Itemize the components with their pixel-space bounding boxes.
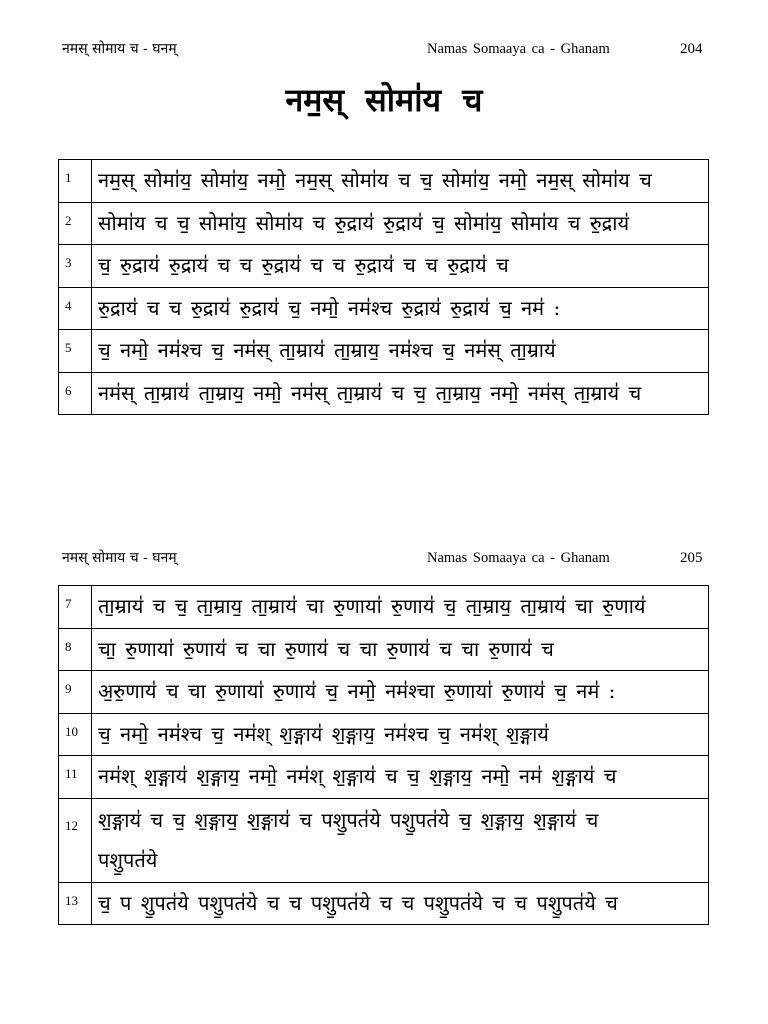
page-number: 205 [680,550,703,566]
row-text: च॒ नमो॒ नम॑श्च च॒ नम॑श् श॒ङ्गाय॑ श॒ङ्गाय॒ नम॑श्च च॒ नम॑श् श॒ङ्गाय॑ [98,721,549,746]
table-row [59,373,708,415]
row-number: 1 [59,160,92,202]
table-row [59,288,708,331]
row-number: 8 [59,629,92,671]
table-row [59,330,708,373]
table-row [59,799,708,883]
row-number: 9 [59,671,92,713]
row-text-line: श॒ङ्गाय॑ च च॒ श॒ङ्गाय॒ श॒ङ्गाय॑ च पशु॒पत॑ये पशु॒पत॑ये च॒ श॒ङ्गाय॒ श॒ङ्गाय॑ च [98,807,599,832]
row-text-line: पशु॒पत॑ये [98,847,158,872]
header-transliterated-title: Namas Somaaya ca - Ghanam [427,550,610,566]
table-row [59,756,708,799]
section-title: नम॒स् सोमा॑य च [285,81,483,119]
header-transliterated-title: Namas Somaaya ca - Ghanam [427,41,610,57]
row-number: 12 [59,799,92,882]
page-header-205 [0,549,768,567]
page-number: 204 [680,41,703,57]
row-text [92,799,708,882]
row-text: ता॒म्राय॑ च च॒ ता॒म्राय॒ ता॒म्राय॑ चा रु॒णाया॑ रु॒णाय॑ च॒ ता॒म्राय॒ ता॒म्राय॑ चा रु॒णाय॑ [98,594,646,618]
row-text: च॒ प शु॒पत॑ये पशु॒पत॑ये च च पशु॒पत॑ये च च पशु॒पत॑ये च च पशु॒पत॑ये च [98,890,618,915]
ghanam-table [58,585,709,925]
table-row [59,629,708,672]
table-row [59,203,708,246]
row-number: 13 [59,883,92,925]
header-devanagari-title: नमस् सोमाय च - घनम् [62,550,177,566]
row-number: 7 [59,586,92,628]
row-text: नम॑स् ता॒म्राय॑ ता॒म्राय॒ नमो॒ नम॑स् ता॒म्राय॑ च च॒ ता॒म्राय॒ नमो॒ नम॑स् ता॒म्राय॑ च [98,380,642,405]
ghanam-table [58,159,709,415]
row-number: 10 [59,714,92,756]
row-text: नम॒स् सोमा॑य॒ सोमा॑य॒ नमो॒ नम॒स् सोमा॑य च च॒ सोमा॑य॒ नमो॒ नम॒स् सोमा॑य च [98,168,652,192]
row-text: चा॒ रु॒णाया॑ रु॒णाय॑ च चा रु॒णाय॑ च चा रु॒णाय॑ च चा रु॒णाय॑ च [98,636,554,661]
row-text: अ॒रु॒णाय॑ च चा रु॒णाया॑ रु॒णाय॑ च॒ नमो॒ नम॑श्चा रु॒णाया॑ रु॒णाय॑ च॒ नम॑ : [98,679,616,703]
row-text: च॒ रु॒द्राय॑ रु॒द्राय॑ च च रु॒द्राय॑ च च रु॒द्राय॑ च च रु॒द्राय॑ च [98,253,509,277]
header-devanagari-title: नमस् सोमाय च - घनम् [62,41,177,57]
table-row [59,245,708,288]
table-row [59,160,708,203]
row-text: च॒ नमो॒ नम॑श्च च॒ नम॑स् ता॒म्राय॑ ता॒म्राय॒ नम॑श्च च॒ नम॑स् ता॒म्राय॑ [98,338,556,362]
row-number: 5 [59,330,92,372]
row-text: नम॑श् श॒ङ्गाय॑ श॒ङ्गाय॒ नमो॒ नम॑श् श॒ङ्गाय॑ च च॒ श॒ङ्गाय॒ नमो॒ नम॑ श॒ङ्गाय॑ च [98,764,617,788]
row-text: रु॒द्राय॑ च च रु॒द्राय॑ रु॒द्राय॑ च॒ नमो॒ नम॑श्च रु॒द्राय॑ रु॒द्राय॑ च॒ नम॑ : [98,295,561,320]
row-number: 11 [59,756,92,798]
table-row [59,883,708,925]
page-header-204 [0,40,768,58]
row-number: 4 [59,288,92,330]
row-number: 2 [59,203,92,245]
table-row [59,714,708,757]
row-text: सोमा॑य च च॒ सोमा॑य॒ सोमा॑य च रु॒द्राय॑ रु॒द्राय॑ च॒ सोमा॑य॒ सोमा॑य च रु॒द्राय॑ [98,210,630,235]
table-row [59,586,708,629]
row-number: 6 [59,373,92,415]
table-row [59,671,708,714]
row-number: 3 [59,245,92,287]
